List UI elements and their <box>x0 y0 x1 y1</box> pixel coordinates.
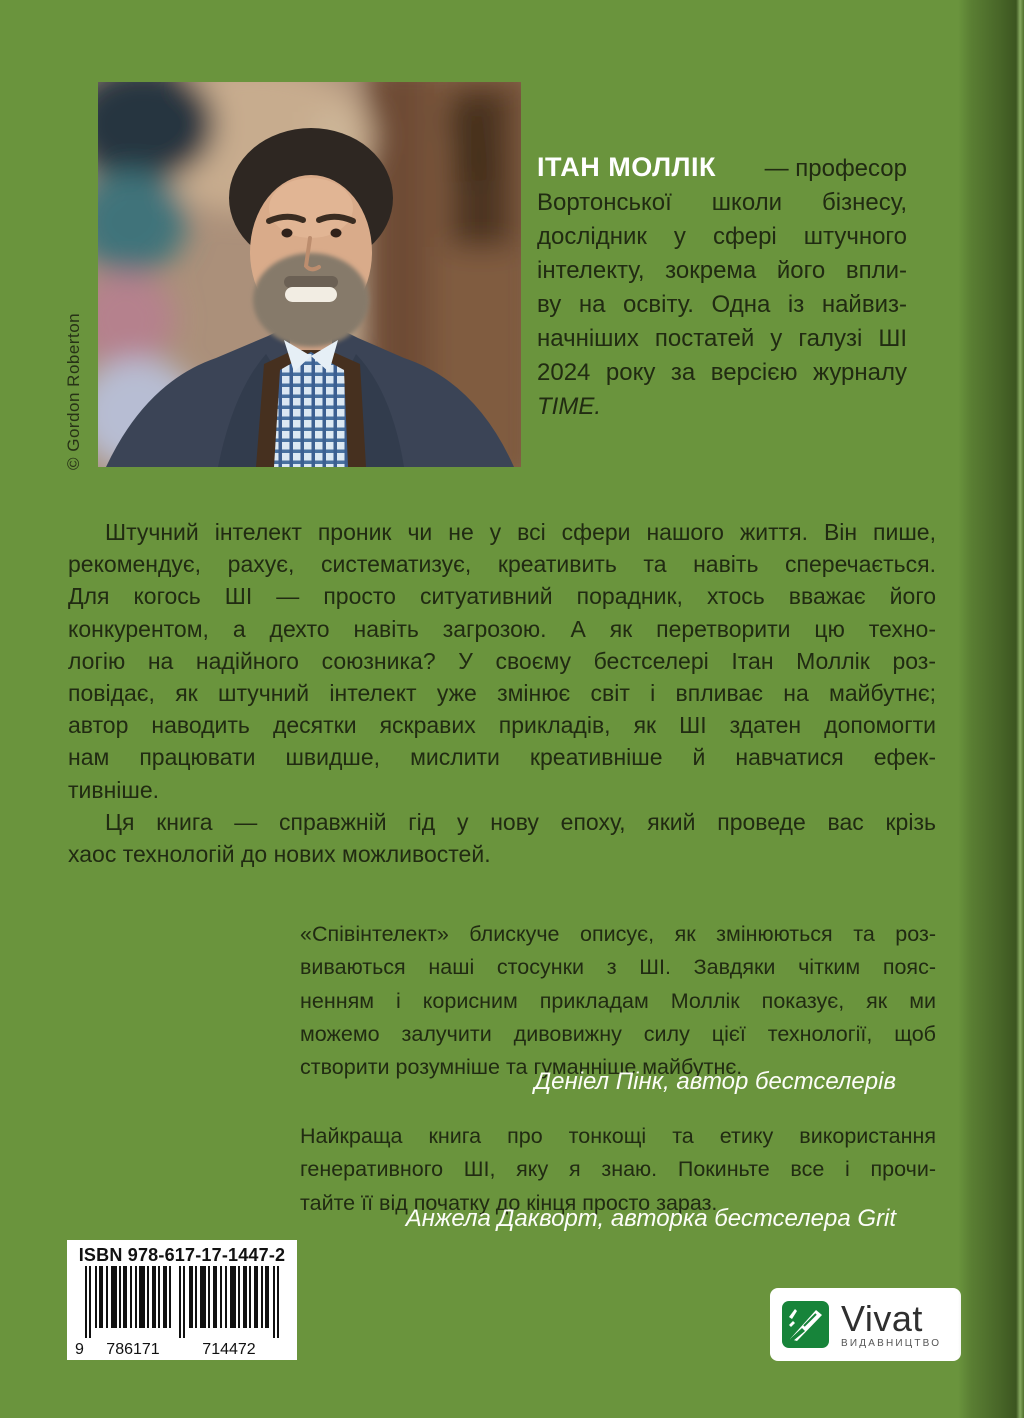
quote-1-attribution: Деніел Пінк, автор бестселерів <box>534 1068 896 1095</box>
isbn-label: ISBN 978-617-17-1447-2 <box>78 1245 286 1265</box>
text-line: можемо залучити дивовижну силу цієї технології, щоб <box>300 1021 936 1046</box>
text-line: логію на надійного союзника? У своєму бестселері Ітан Моллік роз- <box>68 647 936 674</box>
text-line: ву на освіту. Одна із найвиз- <box>537 291 907 318</box>
text-line: виваються наші стосунки з ШІ. Завдяки чітким пояс- <box>300 955 936 980</box>
text-line: 2024 року за версією журналу <box>537 359 907 386</box>
magazine-name: TIME. <box>537 393 601 420</box>
text-line: Вортонської школи бізнесу, <box>537 189 907 216</box>
barcode-digit-first: 9 <box>75 1341 84 1358</box>
author-bio-first-line <box>537 150 907 186</box>
description-paragraph-2 <box>68 806 936 870</box>
quote-1-text <box>300 918 936 1084</box>
text-line: створити розумніше та гуманніше майбутнє. <box>300 1055 743 1080</box>
text-line: Для когось ШІ — просто ситуативний порадник, хтось вважає його <box>68 583 936 610</box>
author-photo <box>98 82 521 467</box>
text-line: Ця книга — справжній гід у нову епоху, який проведе вас крізь <box>105 808 936 835</box>
text-line: дослідник у сфері штучного <box>537 223 907 250</box>
text-line: інтелекту, зокрема його впли- <box>537 257 907 284</box>
text-line: ненням і корисним прикладам Моллік показує, як ми <box>300 988 936 1013</box>
text-line: генеративного ШІ, яку я знаю. Покиньте все і прочи- <box>300 1157 936 1182</box>
publisher-logo-mark <box>782 1301 829 1348</box>
text-line: повідає, як штучний інтелект уже змінює світ і впливає на майбутнє; <box>68 680 936 707</box>
feather-icon <box>782 1301 829 1348</box>
text-line: нам працювати швидше, мислити креативніше й навчатися ефек- <box>68 744 936 771</box>
isbn-block <box>67 1240 297 1360</box>
barcode-digit-group-2: 714472 <box>202 1341 256 1358</box>
text-line: начніших постатей у галузі ШІ <box>537 325 907 352</box>
text-line: тайте її від початку до кінця просто зараз. <box>300 1190 718 1215</box>
publisher-tagline: ВИДАВНИЦТВО <box>841 1337 942 1349</box>
description-paragraph-1 <box>68 516 936 806</box>
text-line: хаос технологій до нових можливостей. <box>68 841 491 868</box>
cover-edge-shading <box>958 0 1024 1418</box>
author-title: — професор <box>764 155 907 182</box>
publisher-wordmark: Vivat <box>841 1297 923 1339</box>
text-line: конкурентом, а дехто навіть загрозою. А як перетворити цю техно- <box>68 615 936 642</box>
quote-2-attribution: Анжела Дакворт, авторка бестселера Grit <box>405 1205 896 1232</box>
photo-credit: © Gordon Roberton <box>64 312 83 470</box>
text-line: тивніше. <box>68 776 160 803</box>
author-bio <box>537 150 907 424</box>
publisher-text <box>841 1297 942 1349</box>
author-bio-lines <box>537 186 907 390</box>
text-line: рекомендує, рахує, систематизує, креативить та навіть сперечається. <box>68 551 936 578</box>
text-line: Найкраща книга про тонкощі та етику використання <box>300 1124 936 1148</box>
text-line: «Співінтелект» блискуче описує, як змінюються та роз- <box>300 922 936 946</box>
text-line: Штучний інтелект проник чи не у всі сфери нашого життя. Він пише, <box>105 519 936 545</box>
author-photo-illustration <box>98 82 521 467</box>
barcode-digit-group-1: 786171 <box>106 1341 160 1358</box>
book-description <box>68 516 936 870</box>
text-line: автор наводить десятки яскравих прикладів, як ШІ здатен допомогти <box>68 712 936 739</box>
barcode <box>75 1266 289 1358</box>
publisher-logo <box>770 1288 961 1361</box>
author-name: ІТАН МОЛЛІК <box>537 152 716 182</box>
